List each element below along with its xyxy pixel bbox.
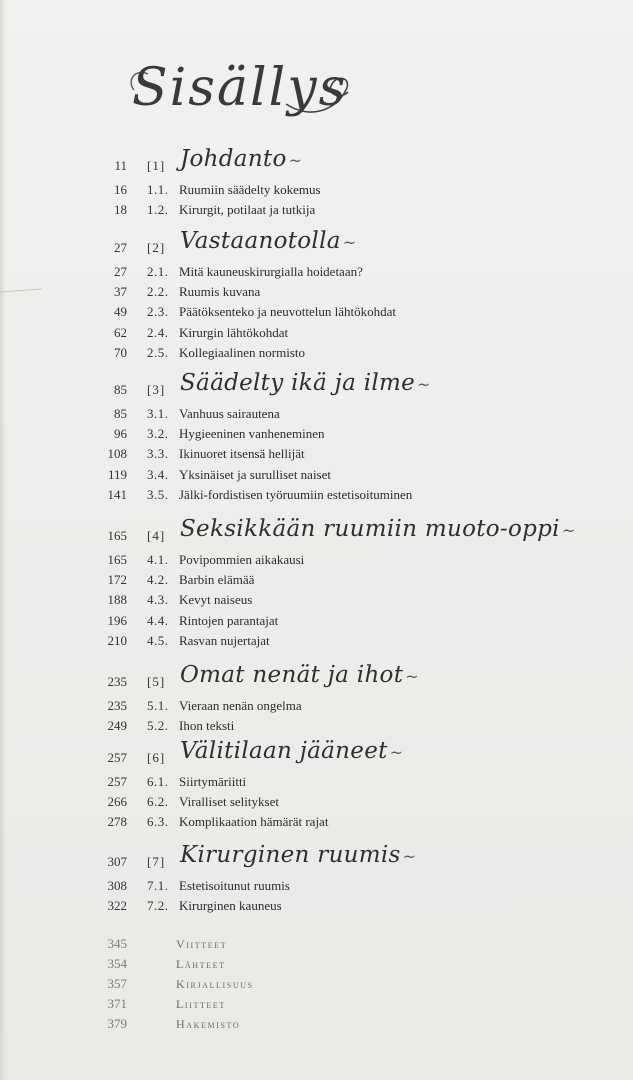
back-matter-page-number: 371 — [107, 996, 127, 1011]
chapter-entry[interactable] — [0, 516, 633, 546]
section-title: Kirurginen kauneus — [179, 898, 282, 914]
section-page-number: 165 — [107, 552, 127, 567]
chapter-page-number: 307 — [107, 854, 127, 869]
section-page-number: 188 — [107, 592, 127, 608]
section-entry[interactable] — [0, 180, 633, 200]
section-title: Rintojen parantajat — [179, 612, 279, 628]
chapter-page-number: 85 — [114, 382, 127, 397]
chapter-number: [4] — [147, 528, 166, 543]
section-title: Ruumis kuvana — [179, 284, 261, 300]
section-number: 4.4. — [147, 612, 169, 628]
swash-ornament: ~ — [561, 521, 576, 540]
section-page-number: 196 — [107, 612, 127, 628]
section-page-number: 16 — [114, 182, 127, 197]
chapter-title: Johdanto ~ — [180, 144, 302, 176]
chapter-number: [1] — [147, 158, 166, 173]
chapter-number: [6] — [147, 750, 166, 765]
section-entry[interactable] — [0, 570, 633, 590]
swash-ornament: ~ — [288, 151, 303, 170]
section-page-number: 108 — [107, 446, 127, 462]
chapter-entry[interactable] — [0, 370, 633, 400]
section-number: 2.1. — [147, 264, 169, 279]
section-title: Vieraan nenän ongelma — [179, 698, 302, 713]
swash-ornament: ~ — [417, 375, 431, 394]
section-entry[interactable] — [0, 485, 633, 505]
chapter-number: [3] — [147, 382, 166, 397]
section-number: 6.2. — [147, 794, 169, 810]
chapter-number: [2] — [147, 240, 166, 255]
section-number: 4.3. — [147, 592, 169, 608]
section-entry[interactable] — [0, 404, 633, 424]
section-title: Kevyt naiseus — [179, 592, 253, 608]
chapter-title: Välitilaan jääneet ~ — [180, 736, 403, 768]
section-entry[interactable] — [0, 424, 633, 444]
section-title: Päätöksenteko ja neuvottelun lähtökohdat — [179, 304, 396, 320]
section-page-number: 62 — [114, 324, 127, 340]
section-title: Rasvan nujertajat — [179, 632, 270, 648]
section-page-number: 266 — [107, 794, 127, 810]
chapter-page-number: 11 — [114, 158, 127, 173]
section-number: 1.1. — [147, 182, 169, 197]
section-title: Jälki-fordistisen työruumiin estetisoituminen — [179, 486, 413, 502]
chapter-title: Seksikkään ruumiin muoto-oppi ~ — [180, 514, 576, 546]
section-page-number: 96 — [114, 426, 127, 442]
section-number: 3.3. — [147, 446, 169, 462]
chapter-entry[interactable] — [0, 146, 633, 176]
chapter-page-number: 27 — [114, 240, 127, 255]
chapter-title: Vastaanotolla ~ — [180, 226, 356, 258]
chapter-number: [7] — [147, 854, 166, 869]
section-entry[interactable] — [0, 200, 633, 220]
back-matter-entry[interactable] — [0, 954, 633, 974]
section-entry[interactable] — [0, 302, 633, 322]
swash-ornament: ~ — [342, 233, 357, 252]
section-entry[interactable] — [0, 262, 633, 282]
swash-ornament: ~ — [402, 847, 417, 866]
section-entry[interactable] — [0, 696, 633, 716]
section-page-number: 210 — [107, 632, 127, 648]
chapter-entry[interactable] — [0, 228, 633, 258]
section-entry[interactable] — [0, 550, 633, 570]
section-title: Estetisoitunut ruumis — [179, 878, 290, 893]
back-matter-entry[interactable] — [0, 1014, 633, 1034]
section-title: Barbin elämää — [179, 572, 255, 588]
section-entry[interactable] — [0, 772, 633, 792]
chapter-title: Säädelty ikä ja ilme ~ — [180, 368, 431, 400]
section-entry[interactable] — [0, 812, 633, 832]
chapter-entry[interactable] — [0, 662, 633, 692]
back-matter-entry[interactable] — [0, 934, 633, 954]
swash-ornament: ~ — [389, 743, 404, 762]
section-page-number: 172 — [107, 572, 127, 588]
swash-ornament: ~ — [405, 667, 419, 686]
section-title: Yksinäiset ja surulliset naiset — [179, 466, 332, 482]
section-page-number: 27 — [114, 264, 127, 279]
section-number: 6.3. — [147, 814, 169, 830]
section-title: Hygieeninen vanheneminen — [179, 426, 325, 442]
back-matter-entry[interactable] — [0, 994, 633, 1014]
section-page-number: 257 — [107, 774, 127, 789]
section-number: 3.4. — [147, 466, 169, 482]
section-number: 5.2. — [147, 718, 169, 734]
section-entry[interactable] — [0, 323, 633, 343]
section-entry[interactable] — [0, 792, 633, 812]
back-matter-page-number: 379 — [107, 1016, 127, 1031]
section-page-number: 70 — [114, 344, 127, 360]
section-number: 2.5. — [147, 344, 169, 360]
section-page-number: 249 — [107, 718, 127, 734]
back-matter-title: Lähteet — [176, 957, 226, 971]
back-matter-page-number: 354 — [107, 956, 127, 971]
section-entry[interactable] — [0, 876, 633, 896]
section-title: Povipommien aikakausi — [179, 552, 305, 567]
section-number: 7.2. — [147, 898, 169, 914]
section-number: 3.1. — [147, 406, 169, 421]
back-matter-title: Hakemisto — [176, 1017, 241, 1031]
section-entry[interactable] — [0, 465, 633, 485]
back-matter-entry[interactable] — [0, 974, 633, 994]
section-title: Vanhuus sairautena — [179, 406, 280, 421]
chapter-title: Omat nenät ja ihot ~ — [180, 660, 419, 692]
section-entry[interactable] — [0, 282, 633, 302]
chapter-title: Kirurginen ruumis ~ — [180, 840, 416, 872]
section-page-number: 308 — [107, 878, 127, 893]
section-title: Ikinuoret itsensä hellijät — [179, 446, 305, 462]
section-number: 2.3. — [147, 304, 169, 320]
section-number: 3.2. — [147, 426, 169, 442]
chapter-page-number: 235 — [107, 674, 127, 689]
section-title: Komplikaation hämärät rajat — [179, 814, 329, 830]
section-entry[interactable] — [0, 444, 633, 464]
section-number: 6.1. — [147, 774, 169, 789]
section-entry[interactable] — [0, 611, 633, 631]
section-page-number: 85 — [114, 406, 127, 421]
back-matter-page-number: 345 — [107, 936, 127, 951]
section-entry[interactable] — [0, 716, 633, 736]
section-number: 4.1. — [147, 552, 169, 567]
section-title: Kirurgin lähtökohdat — [179, 324, 289, 340]
section-number: 7.1. — [147, 878, 169, 893]
section-entry[interactable] — [0, 590, 633, 610]
section-title: Kollegiaalinen normisto — [179, 344, 306, 360]
section-page-number: 235 — [107, 698, 127, 713]
section-title: Ihon teksti — [179, 718, 235, 734]
section-title: Siirtymäriitti — [179, 774, 247, 789]
section-entry[interactable] — [0, 896, 633, 916]
section-title: Mitä kauneuskirurgialla hoidetaan? — [179, 264, 363, 279]
section-title: Viralliset selitykset — [179, 794, 279, 810]
section-page-number: 49 — [114, 304, 127, 320]
section-number: 3.5. — [147, 486, 169, 502]
chapter-page-number: 165 — [107, 528, 127, 543]
chapter-page-number: 257 — [107, 750, 127, 765]
section-number: 1.2. — [147, 202, 169, 218]
back-matter-page-number: 357 — [107, 976, 127, 991]
section-page-number: 322 — [107, 898, 127, 914]
chapter-entry[interactable] — [0, 842, 633, 872]
section-page-number: 37 — [114, 284, 127, 300]
section-number: 4.2. — [147, 572, 169, 588]
section-page-number: 141 — [107, 486, 127, 502]
back-matter-title: Liitteet — [176, 997, 226, 1011]
chapter-entry[interactable] — [0, 738, 633, 768]
section-title: Ruumiin säädelty kokemus — [179, 182, 321, 197]
toc-title: Sisällys — [132, 58, 348, 118]
back-matter-title: Viitteet — [176, 937, 228, 951]
back-matter-title: Kirjallisuus — [176, 977, 254, 991]
section-number: 2.2. — [147, 284, 169, 300]
section-entry[interactable] — [0, 631, 633, 651]
section-number: 2.4. — [147, 324, 169, 340]
section-page-number: 18 — [114, 202, 127, 218]
section-number: 4.5. — [147, 632, 169, 648]
section-title: Kirurgit, potilaat ja tutkija — [179, 202, 316, 218]
section-page-number: 119 — [107, 466, 127, 482]
section-entry[interactable] — [0, 343, 633, 363]
chapter-number: [5] — [147, 674, 166, 689]
section-number: 5.1. — [147, 698, 169, 713]
section-page-number: 278 — [107, 814, 127, 830]
